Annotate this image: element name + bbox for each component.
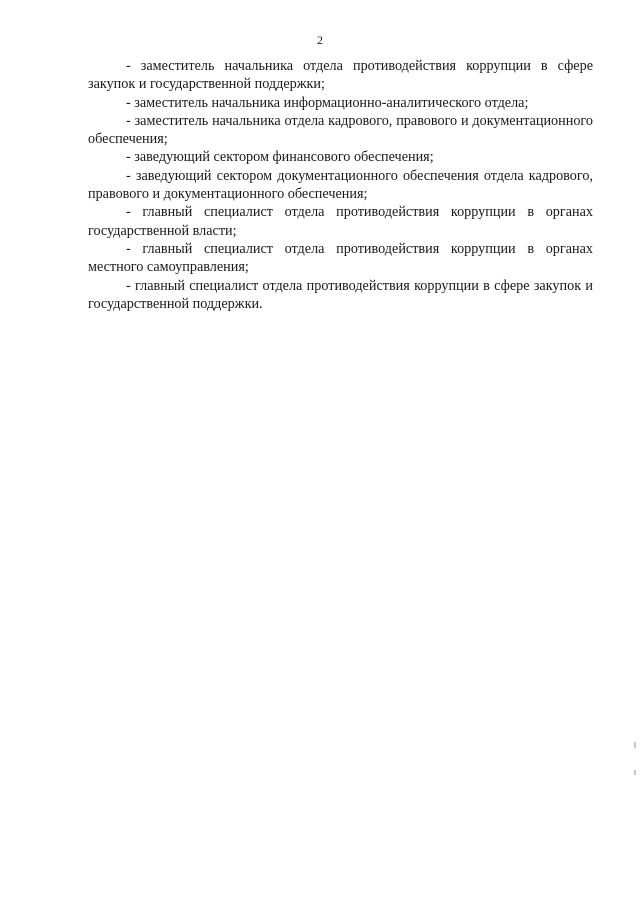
list-item: - главный специалист отдела противодействия коррупции в сфере закупок и государственной поддержки.	[88, 277, 593, 312]
list-item: - заведующий сектором финансового обеспечения;	[126, 149, 434, 166]
list-item: - заместитель начальника отдела противодействия коррупции в сфере закупок и государственной поддержки;	[88, 58, 593, 93]
scan-edge-mark	[634, 742, 636, 748]
page-number: 2	[317, 33, 323, 47]
list-item: - заместитель начальника информационно-аналитического отдела;	[126, 94, 529, 111]
list-item: - главный специалист отдела противодействия коррупции в органах государственной власти;	[88, 204, 593, 239]
position-list	[88, 57, 593, 313]
list-item: - главный специалист отдела противодействия коррупции в органах местного самоуправления;	[88, 240, 593, 276]
scan-edge-mark	[634, 770, 636, 775]
list-item: - заместитель начальника отдела кадрового, правового и документационного обеспечения;	[88, 112, 593, 148]
list-item: - заведующий сектором документационного обеспечения отдела кадрового, правового и документационного обеспечения;	[88, 167, 593, 203]
